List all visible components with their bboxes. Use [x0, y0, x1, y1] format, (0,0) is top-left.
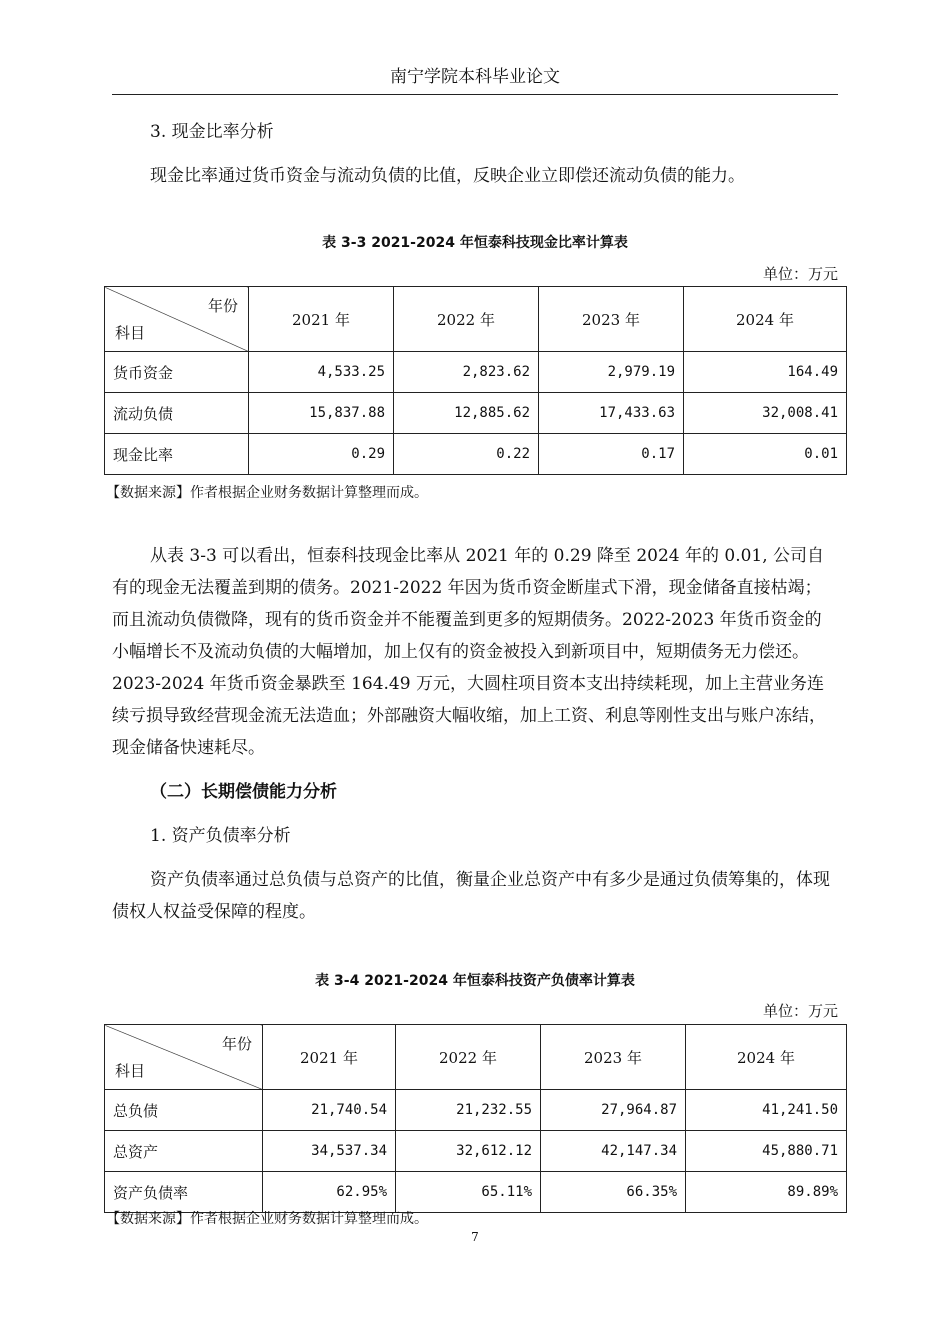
year-header: 2023 年: [541, 1025, 686, 1090]
table-row: [105, 434, 847, 475]
table-cell: 66.35%: [541, 1172, 686, 1213]
corner-item-label: 科目: [115, 1062, 146, 1080]
row-label: 货币资金: [105, 352, 249, 393]
table-cell: 15,837.88: [249, 393, 394, 434]
corner-year-label: 年份: [207, 297, 238, 315]
row-label: 现金比率: [105, 434, 249, 475]
table-source-note: 【数据来源】作者根据企业财务数据计算整理而成。: [106, 485, 428, 501]
table-cell: 164.49: [684, 352, 847, 393]
table-row: [105, 1131, 847, 1172]
table-cell: 45,880.71: [686, 1131, 847, 1172]
table-cell: 0.17: [539, 434, 684, 475]
cash-ratio-analysis-paragraph: 从表 3-3 可以看出，恒泰科技现金比率从 2021 年的 0.29 降至 2024 年的 0.01, 公司自有的现金无法覆盖到期的债务。2021-2022 年因为货币资金断崖式下滑，现金储备直接枯竭；而且流动负债微降，现有的货币资金并不能覆盖到更多的短期债务。2022-2023 年货币资金的小幅增长不及流动负债的大幅增加，加上仅有的资金被投入到新项目中，短期债务无力偿还。2023-2024 年货币资金暴跌至 164.49 万元，大圆柱项目资本支出持续耗现，加上主营业务连续亏损导致经营现金流无法造血；外部融资大幅收缩，加上工资、利息等刚性支出与账户冻结，现金储备快速耗尽。: [112, 546, 826, 758]
table-cell: 12,885.62: [394, 393, 539, 434]
table-cell: 62.95%: [263, 1172, 396, 1213]
table-header-row: [105, 1025, 847, 1090]
table-unit-3-3: 单位：万元: [762, 265, 838, 283]
table-cell: 0.22: [394, 434, 539, 475]
table-cell: 17,433.63: [539, 393, 684, 434]
corner-item-label: 科目: [115, 324, 146, 342]
year-header: 2022 年: [396, 1025, 541, 1090]
year-header: 2023 年: [539, 287, 684, 352]
table-cell: 65.11%: [396, 1172, 541, 1213]
table-cell: 2,823.62: [394, 352, 539, 393]
year-header: 2021 年: [263, 1025, 396, 1090]
table-cell: 27,964.87: [541, 1090, 686, 1131]
year-header: 2021 年: [249, 287, 394, 352]
table-corner-cell: [105, 287, 249, 352]
table-cell: 21,232.55: [396, 1090, 541, 1131]
table-cell: 2,979.19: [539, 352, 684, 393]
table-row: [105, 1172, 847, 1213]
table-caption-3-4: 表 3-4 2021-2024 年恒泰科技资产负债率计算表: [315, 973, 635, 989]
year-header: 2022 年: [394, 287, 539, 352]
table-cell: 89.89%: [686, 1172, 847, 1213]
table-cell: 34,537.34: [263, 1131, 396, 1172]
table-row: [105, 352, 847, 393]
table-cell: 21,740.54: [263, 1090, 396, 1131]
page-number: 7: [471, 1230, 479, 1244]
corner-year-label: 年份: [221, 1035, 252, 1053]
row-label: 总资产: [105, 1131, 263, 1172]
table-corner-cell: [105, 1025, 263, 1090]
debt-ratio-intro: 资产负债率通过总负债与总资产的比值，衡量企业总资产中有多少是通过负债筹集的，体现债权人权益受保障的程度。: [112, 870, 830, 922]
section-heading-long-term-solvency: （二）长期偿债能力分析: [150, 782, 337, 802]
table-cell: 42,147.34: [541, 1131, 686, 1172]
page-header: 南宁学院本科毕业论文: [112, 62, 838, 95]
debt-ratio-table: [104, 1024, 847, 1213]
row-label: 总负债: [105, 1090, 263, 1131]
table-cell: 4,533.25: [249, 352, 394, 393]
table-row: [105, 393, 847, 434]
table-unit-3-4: 单位：万元: [762, 1002, 838, 1020]
table-cell: 0.01: [684, 434, 847, 475]
cash-ratio-intro: 现金比率通过货币资金与流动负债的比值，反映企业立即偿还流动负债的能力。: [150, 166, 745, 186]
section-heading-debt-ratio: 1. 资产负债率分析: [150, 826, 291, 846]
year-header: 2024 年: [686, 1025, 847, 1090]
table-cell: 41,241.50: [686, 1090, 847, 1131]
row-label: 流动负债: [105, 393, 249, 434]
table-source-note: 【数据来源】作者根据企业财务数据计算整理而成。: [106, 1211, 428, 1227]
table-cell: 32,008.41: [684, 393, 847, 434]
cash-ratio-table: [104, 286, 847, 475]
table-cell: 0.29: [249, 434, 394, 475]
section-heading-cash-ratio: 3. 现金比率分析: [150, 122, 274, 142]
table-caption-3-3: 表 3-3 2021-2024 年恒泰科技现金比率计算表: [322, 235, 628, 251]
table-row: [105, 1090, 847, 1131]
row-label: 资产负债率: [105, 1172, 263, 1213]
table-header-row: [105, 287, 847, 352]
year-header: 2024 年: [684, 287, 847, 352]
table-cell: 32,612.12: [396, 1131, 541, 1172]
